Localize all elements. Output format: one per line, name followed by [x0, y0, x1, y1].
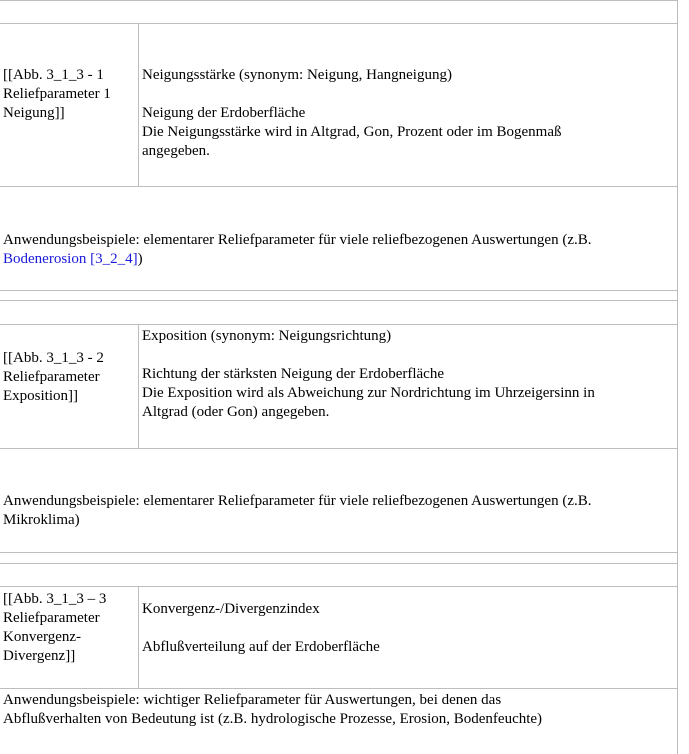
- table-right-border: [677, 0, 678, 754]
- row-divider: [0, 688, 677, 689]
- separator-line: [0, 300, 677, 301]
- column-divider: [138, 324, 139, 448]
- row-divider: [0, 0, 677, 1]
- parameter-title: Exposition (synonym: Neigungsrichtung): [142, 328, 392, 344]
- application-examples-1: Anwendungsbeispiele: elementarer Reliefparameter für viele reliefbezogenen Auswertungen (z.B. Bodenerosion [3_2_4]): [3, 232, 592, 267]
- application-examples-2: Anwendungsbeispiele: elementarer Reliefparameter für viele reliefbezogenen Auswertungen (z.B. Mikroklima): [3, 493, 592, 528]
- parameter-title: Neigungsstärke (synonym: Neigung, Hangneigung): [142, 67, 452, 83]
- row-divider: [0, 552, 677, 553]
- figure-reference-1: [[Abb. 3_1_3 - 1 Reliefparameter 1 Neigung]]: [3, 67, 111, 121]
- row-divider: [0, 290, 677, 291]
- row-divider: [0, 186, 677, 187]
- figure-reference-3: [[Abb. 3_1_3 – 3 Reliefparameter Konvergenz- Divergenz]]: [3, 591, 107, 664]
- row-divider: [0, 324, 677, 325]
- figure-reference-2: [[Abb. 3_1_3 - 2 Reliefparameter Exposition]]: [3, 350, 104, 404]
- column-divider: [138, 23, 139, 186]
- separator-line: [0, 563, 677, 564]
- parameter-description-3: Konvergenz-/Divergenzindex Abflußverteilung auf der Erdoberfläche: [142, 600, 672, 657]
- parameter-description-1: Neigungsstärke (synonym: Neigung, Hangneigung) Neigung der Erdoberfläche Die Neigungsstärke wird in Altgrad, Gon, Prozent oder im Bogenmaß angegeben.: [142, 66, 672, 161]
- parameter-description-2: Exposition (synonym: Neigungsrichtung) Richtung der stärksten Neigung der Erdoberfläche Die Exposition wird als Abweichung zur Nordrichtung im Uhrzeigersinn in Altgrad (oder Gon) angegeben.: [142, 327, 672, 422]
- application-examples-3: Anwendungsbeispiele: wichtiger Reliefparameter für Auswertungen, bei denen das Abflußverhalten von Bedeutung ist (z.B. hydrologische Prozesse, Erosion, Bodenfeuchte): [3, 692, 543, 727]
- parameter-title: Konvergenz-/Divergenzindex: [142, 601, 320, 617]
- row-divider: [0, 23, 677, 24]
- row-divider: [0, 448, 677, 449]
- row-divider: [0, 586, 677, 587]
- bodenerosion-link[interactable]: Bodenerosion [3_2_4]: [3, 251, 138, 267]
- column-divider: [138, 586, 139, 688]
